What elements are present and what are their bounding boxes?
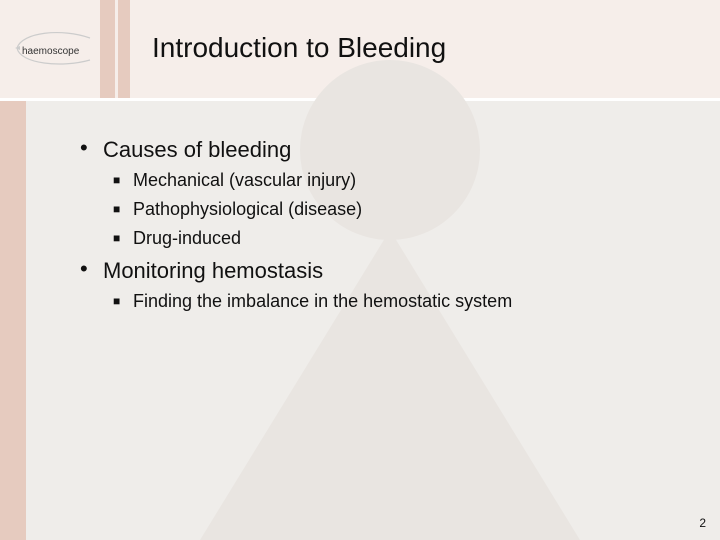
bullet-text: Monitoring hemostasis [103, 258, 324, 283]
bullet-text: Causes of bleeding [103, 137, 292, 162]
square-bullet-icon: ■ [113, 202, 121, 216]
square-bullet-icon: ■ [113, 231, 121, 245]
decor-strip [0, 101, 26, 540]
bullet-icon: • [80, 135, 88, 160]
logo: haemoscope [22, 46, 80, 57]
sub-bullet-text: Mechanical (vascular injury) [133, 170, 357, 190]
bullet-icon: • [80, 256, 88, 281]
decor-bar [100, 0, 115, 98]
decor-bar [118, 0, 130, 98]
page-number: 2 [699, 516, 706, 530]
slide-title: Introduction to Bleeding [152, 32, 447, 63]
square-bullet-icon: ■ [113, 294, 121, 308]
square-bullet-icon: ■ [113, 173, 121, 187]
sub-bullet-text: Pathophysiological (disease) [133, 199, 363, 219]
sub-bullet-text: Finding the imbalance in the hemostatic system [133, 291, 513, 311]
sub-bullet-text: Drug-induced [133, 228, 242, 248]
